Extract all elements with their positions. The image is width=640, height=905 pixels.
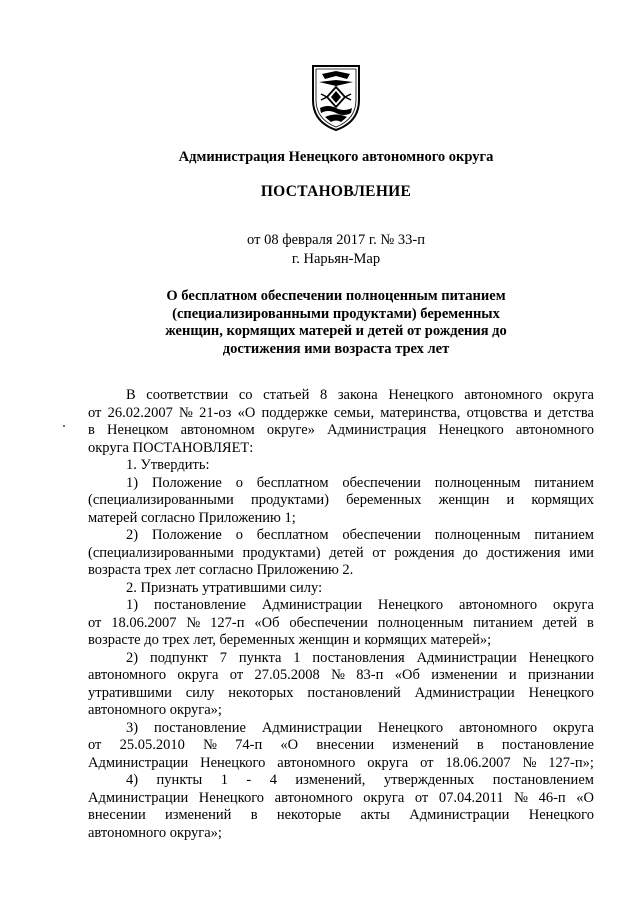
body-line: 2) Положение о бесплатном обеспечении полноценным питанием: [126, 527, 594, 543]
document-title: [120, 288, 552, 358]
title-line: женщин, кормящих матерей и детей от рождения до: [165, 323, 507, 339]
body-line: от 26.02.2007 № 21-оз «О поддержке семьи, материнства, отцовства и детства: [88, 404, 594, 421]
body-line: автономного округа»;: [88, 702, 222, 718]
body-line: утратившими силу некоторых постановлений Администрации Ненецкого: [88, 684, 594, 701]
body-line: (специализированными продуктами) беременных женщин и кормящих: [88, 492, 594, 508]
body-line: Администрации Ненецкого автономного округа от 18.06.2007 № 127-п»;: [88, 754, 594, 771]
title-line: О бесплатном обеспечении полноценным питанием: [166, 288, 506, 304]
body-line: возраста трех лет согласно Приложению 2.: [88, 562, 354, 578]
document-type: ПОСТАНОВЛЕНИЕ: [260, 183, 412, 200]
document-date-number: от 08 февраля 2017 г. № 33-п: [247, 232, 425, 248]
body-line: 1) Положение о бесплатном обеспечении полноценным питанием: [126, 474, 594, 491]
body-line: автономного округа от 27.05.2008 № 83-п «Об изменении и признании: [88, 667, 594, 683]
body-line: автономного округа»;: [88, 824, 222, 841]
body-line: (специализированными продуктами) детей от рождения до достижения ими: [88, 544, 594, 561]
body-line: 1. Утвердить:: [126, 457, 210, 473]
body-line: возрасте до трех лет, беременных женщин и кормящих матерей»;: [88, 632, 492, 648]
body-line: внесении изменений в некоторые акты Администрации Ненецкого: [88, 807, 594, 823]
body-line: В соответствии со статьей 8 закона Ненецкого автономного округа: [126, 387, 594, 403]
title-line: достижения ими возраста трех лет: [222, 340, 450, 357]
body-line: матерей согласно Приложению 1;: [88, 509, 296, 526]
body-line: от 25.05.2010 № 74-п «О внесении изменений в постановление: [88, 737, 594, 753]
coat-of-arms-icon: [307, 60, 365, 132]
organization-name: Администрация Ненецкого автономного округа: [178, 149, 494, 165]
body-line: 4) пункты 1 - 4 изменений, утвержденных постановлением: [126, 772, 594, 788]
body-line: Администрации Ненецкого автономного округа от 07.04.2011 № 46-п «О: [88, 789, 594, 806]
body-line: округа ПОСТАНОВЛЯЕТ:: [88, 439, 254, 456]
body-line: 2. Признать утратившими силу:: [126, 579, 323, 596]
margin-mark: [63, 425, 65, 427]
document-city: г. Нарьян-Мар: [291, 251, 381, 267]
body-line: 1) постановление Администрации Ненецкого автономного округа: [126, 597, 594, 613]
body-line: от 18.06.2007 № 127-п «Об обеспечении полноценным питанием детей в: [88, 614, 594, 631]
body-line: в Ненецком автономном округе» Администрация Ненецкого автономного: [88, 422, 594, 438]
body-line: 2) подпункт 7 пункта 1 постановления Администрации Ненецкого: [126, 649, 594, 666]
title-line: (специализированными продуктами) беременных: [172, 305, 500, 322]
document-body: [88, 387, 594, 842]
body-line: 3) постановление Администрации Ненецкого автономного округа: [126, 719, 594, 736]
